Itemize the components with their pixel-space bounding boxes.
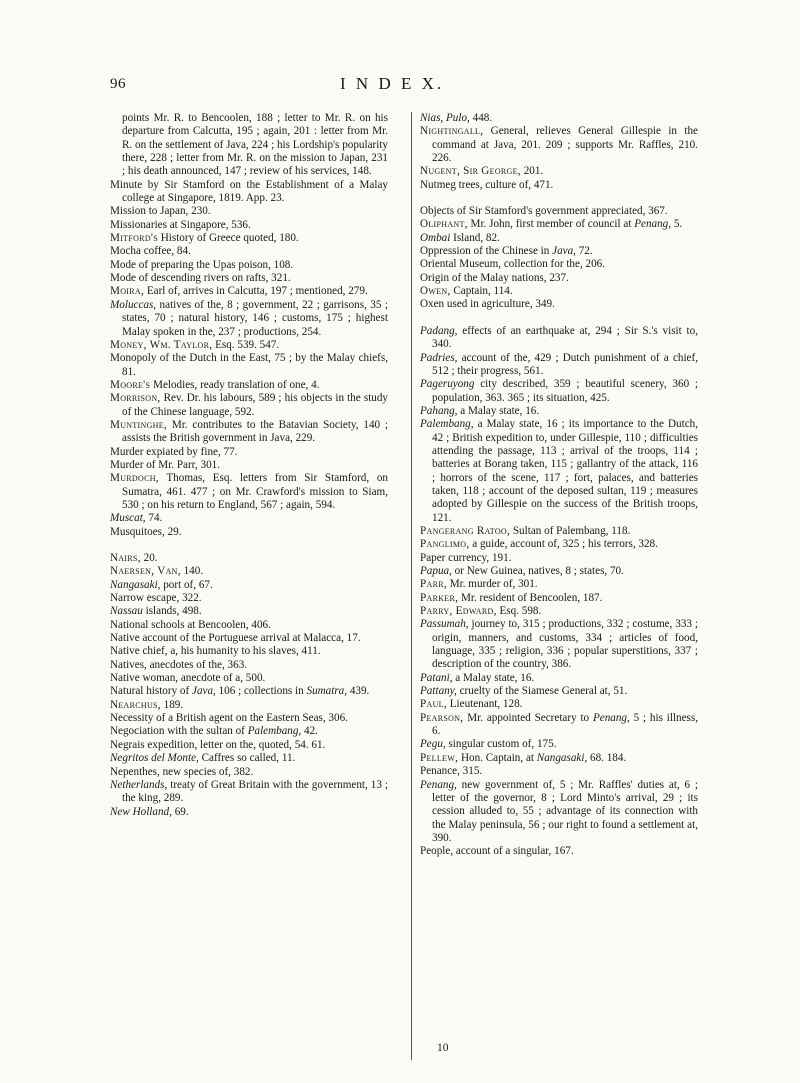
index-entry	[420, 698, 698, 711]
entry-place: Nangasaki,	[110, 578, 161, 591]
entry-place: Patani,	[420, 671, 453, 684]
entry-text: 20.	[140, 552, 158, 564]
index-entry	[420, 405, 698, 418]
entry-name: Moore's	[110, 378, 151, 391]
entry-place: Penang,	[634, 218, 672, 231]
index-entry	[420, 245, 698, 258]
index-entry	[420, 552, 698, 565]
entry-text: Nutmeg trees, culture of, 471.	[420, 178, 554, 191]
index-entry	[110, 379, 388, 392]
entry-text: 5.	[671, 218, 683, 231]
entry-name: Paul,	[420, 698, 447, 711]
entry-text: Native woman, anecdote of a, 500.	[110, 672, 266, 685]
index-entry	[420, 779, 698, 846]
index-entry	[420, 298, 698, 311]
index-entry	[420, 125, 698, 165]
index-entry	[110, 712, 388, 725]
index-entry	[420, 165, 698, 178]
entry-text: Nepenthes, new species of, 382.	[110, 765, 254, 778]
entry-text: Mode of preparing the Upas poison, 108.	[110, 258, 294, 271]
entry-name: Panglimo,	[420, 538, 470, 551]
entry-text: effects of an earthquake at, 294 ; Sir S.'s visit to, 340.	[432, 324, 698, 351]
entry-place: Pahang,	[420, 404, 458, 417]
entry-name: Muntinghe,	[110, 418, 168, 431]
index-entry	[110, 526, 388, 539]
entry-text: 5 ; his illness, 6.	[432, 711, 698, 738]
entry-text: Mocha coffee, 84.	[110, 245, 191, 258]
entry-text: Mode of descending rivers on rafts, 321.	[110, 272, 291, 285]
index-entry	[110, 806, 388, 819]
entry-text: Musquitoes, 29.	[110, 525, 182, 538]
entry-text: 439.	[347, 685, 370, 698]
page-number: 96	[110, 76, 126, 92]
index-entry	[420, 618, 698, 671]
entry-place: Pattany,	[420, 685, 457, 698]
entry-text: Murder of Mr. Parr, 301.	[110, 458, 221, 471]
entry-name: Mitford's	[110, 232, 158, 245]
entry-text: Melodies, ready translation of one, 4.	[150, 378, 320, 391]
index-entry	[110, 739, 388, 752]
index-entry	[110, 299, 388, 339]
entry-place: Java,	[192, 685, 216, 698]
index-entry	[420, 845, 698, 858]
index-entry	[110, 752, 388, 765]
entry-text: Negociation with the sultan of	[110, 725, 248, 738]
index-entry	[110, 232, 388, 245]
entry-text: Oppression of the Chinese in	[420, 245, 553, 258]
entry-text: Island, 82.	[450, 231, 500, 244]
index-entry	[110, 592, 388, 605]
entry-name: Oliphant,	[420, 218, 468, 231]
index-entry	[110, 725, 388, 738]
entry-text: Mr. contributes to the Batavian Society, 140 ; assists the British government in Java, 229.	[122, 418, 388, 445]
index-entry	[420, 218, 698, 231]
entry-name: Parker,	[420, 591, 459, 604]
index-entry	[110, 579, 388, 592]
entry-place: Penang,	[420, 778, 457, 791]
entry-text: Thomas, Esq. letters from Sir Stamford, on Sumatra, 461. 477 ; on Mr. Crawford's mission to Siam, 530 ; on his return to England, 567 ; again, 594.	[122, 472, 388, 511]
entry-place: Nias, Pulo,	[420, 112, 470, 124]
entry-text: Native chief, a, his humanity to his slaves, 411.	[110, 645, 321, 658]
index-entry	[110, 419, 388, 446]
entry-name: Nugent, Sir George,	[420, 165, 521, 178]
entry-text: 201.	[520, 165, 544, 178]
entry-text: points Mr. R. to Bencoolen, 188 ; letter to Mr. R. on his departure from Calcutta, 195 ; again, 201 : letter from Mr. R. on the settlement of Java, 224 ; his Lordship's popularity there, 228 ; letter from Mr. R. on the mission to Japan, 231 ; his death announced, 147 ; review of his services, 148.	[122, 112, 388, 178]
entry-text: Origin of the Malay nations, 237.	[420, 271, 569, 284]
entry-text: 72.	[575, 245, 593, 258]
entry-text: Captain, 114.	[450, 285, 513, 298]
entry-text: a Malay state, 16.	[452, 671, 535, 684]
entry-text: Objects of Sir Stamford's government appreciated, 367.	[420, 205, 668, 218]
signature-mark: 10	[437, 1042, 449, 1054]
entry-text: port of, 67.	[160, 578, 213, 591]
page-header	[110, 76, 710, 98]
entry-name: Pangerang Ratoo,	[420, 524, 511, 537]
entry-text: journey to, 315 ; productions, 332 ; costume, 333 ; origin, manners, and customs, 334 ; articles of food, language, 335 ; religion, 336 ; popular superstitions, 337 ; description of the country, 386.	[432, 618, 698, 671]
entry-text: General, relieves General Gillespie in the command at Java, 201. 209 ; supports Mr. Raffles, 210. 226.	[432, 125, 698, 165]
entry-text: Hon. Captain, at	[458, 751, 537, 764]
index-entry	[110, 259, 388, 272]
entry-text: cruelty of the Siamese General at, 51.	[456, 685, 628, 698]
index-entry	[420, 179, 698, 192]
entry-place: Negritos del Monte,	[110, 752, 199, 765]
entry-text: 189.	[160, 698, 184, 711]
index-entry	[110, 472, 388, 512]
index-entry	[420, 592, 698, 605]
entry-text: Negrais expedition, letter on the, quoted, 54. 61.	[110, 738, 326, 751]
entry-text: History of Greece quoted, 180.	[157, 232, 299, 245]
entry-text: Lieutenant, 128.	[446, 698, 523, 711]
index-entry	[420, 765, 698, 778]
entry-text: Natives, anecdotes of the, 363.	[110, 658, 248, 671]
entry-place: Muscat,	[110, 512, 146, 525]
index-entry	[110, 632, 388, 645]
index-entry	[420, 258, 698, 271]
index-entry	[110, 699, 388, 712]
entry-place: Palembang,	[420, 418, 474, 431]
entry-name: Pellew,	[420, 751, 459, 764]
entry-place: New Holland,	[110, 805, 172, 818]
entry-text: a guide, account of, 325 ; his terrors, 328.	[469, 538, 658, 551]
entry-text: Esq. 598.	[496, 605, 542, 618]
index-entry	[110, 112, 388, 179]
entry-text: singular custom of, 175.	[445, 738, 557, 751]
column-divider	[411, 112, 412, 1060]
entry-text: or New Guinea, natives, 8 ; states, 70.	[451, 565, 624, 577]
index-entry	[110, 672, 388, 685]
entry-text: natives of the, 8 ; government, 22 ; garrisons, 35 ; states, 70 ; natural history, 146 ; customs, 175 ; highest Malay spoken in the, 237 ; productions, 254.	[122, 298, 388, 338]
entry-place: Padang,	[420, 324, 458, 337]
index-entry	[420, 752, 698, 765]
entry-name: Parr,	[420, 578, 447, 591]
entry-text: 448.	[469, 112, 493, 124]
index-entry	[420, 538, 698, 551]
index-entry	[110, 779, 388, 806]
index-entry	[110, 605, 388, 618]
index-entry	[110, 766, 388, 779]
entry-text: Oriental Museum, collection for the, 206.	[420, 258, 606, 271]
entry-name: Nairs,	[110, 552, 141, 564]
entry-text: Sultan of Palembang, 118.	[510, 524, 631, 537]
index-entry	[110, 645, 388, 658]
index-entry	[110, 565, 388, 578]
entry-text: Natural history of	[110, 685, 192, 698]
entry-place: Pageruyong	[420, 378, 475, 391]
entry-text: Oxen used in agriculture, 349.	[420, 298, 555, 311]
entry-text: Narrow escape, 322.	[110, 592, 202, 605]
entry-place: Palembang,	[247, 725, 302, 738]
entry-text: treaty of Great Britain with the government, 13 ; the king, 289.	[122, 778, 388, 805]
entry-place: Sumatra,	[306, 685, 348, 698]
entry-text: islands, 498.	[142, 605, 202, 618]
entry-place: Netherlands,	[110, 778, 168, 791]
index-entry	[420, 605, 698, 618]
index-entry	[420, 578, 698, 591]
entry-text: Earl of, arrives in Calcutta, 197 ; mentioned, 279.	[144, 285, 368, 298]
index-entry	[420, 378, 698, 405]
entry-text: Mr. resident of Bencoolen, 187.	[458, 591, 603, 604]
entry-text: Penance, 315.	[420, 765, 483, 778]
entry-text: Mr. John, first member of council at	[467, 218, 635, 231]
entry-name: Owen,	[420, 285, 451, 298]
entry-name: Morrison,	[110, 392, 161, 405]
index-entry	[420, 352, 698, 379]
entry-name: Moira,	[110, 285, 145, 298]
entry-place: Penang,	[592, 711, 630, 724]
entry-name: Naersen, Van,	[110, 565, 181, 578]
index-entry	[110, 446, 388, 459]
index-entry	[110, 179, 388, 206]
index-entry	[110, 619, 388, 632]
entry-place: Nassau	[110, 605, 143, 618]
index-entry	[110, 459, 388, 472]
entry-name: Pearson,	[420, 711, 464, 724]
entry-name: Nearchus,	[110, 698, 161, 711]
entry-text: a Malay state, 16 ; its importance to the Dutch, 42 ; British expedition to, under Gillespie, 110 ; difficulties attending the passage, 113 ; arrival of the troops, 114 ; batteries at Borang taken, 115 ; gallantry of the attack, 116 ; horrors of the scene, 117 ; fort, palaces, and batteries taken, 118 ; account of the deposed sultan, 119 ; measures adopted by Gillespie on the success of the British troops, 121.	[432, 418, 698, 524]
index-entry	[420, 232, 698, 245]
entry-text: new government of, 5 ; Mr. Raffles' duties at, 6 ; letter of the governor, 8 ; Lord Minto's arrival, 29 ; its cession alluded to, 55 ; advantage of its connection with the Malay peninsula, 56 ; our right to found a settlement at, 390.	[432, 778, 698, 844]
entry-name: Murdoch,	[110, 472, 159, 485]
index-column-right	[420, 112, 698, 859]
running-head: I N D E X.	[340, 74, 445, 93]
index-entry	[420, 738, 698, 751]
entry-name: Money, Wm. Taylor,	[110, 338, 213, 351]
entry-place: Nangasaki,	[536, 751, 588, 764]
entry-text: Native account of the Portuguese arrival at Malacca, 17.	[110, 632, 361, 645]
entry-text: 74.	[145, 512, 163, 525]
index-entry	[420, 418, 698, 525]
index-entry	[110, 339, 388, 352]
entry-text: city described, 359 ; beautiful scenery, 360 ; population, 363. 365 ; its situation, 425.	[432, 378, 698, 404]
index-entry	[110, 392, 388, 419]
entry-name: Nightingall,	[420, 125, 484, 138]
entry-text: Monopoly of the Dutch in the East, 75 ; by the Malay chiefs, 81.	[110, 352, 388, 378]
index-entry	[420, 685, 698, 698]
entry-text: a Malay state, 16.	[457, 404, 540, 417]
entry-text: 68. 184.	[587, 751, 627, 764]
entry-place: Passumah,	[420, 618, 469, 631]
index-entry	[420, 325, 698, 352]
index-entry	[110, 245, 388, 258]
entry-place: Moluccas,	[110, 298, 157, 311]
entry-text: National schools at Bencoolen, 406.	[110, 618, 271, 631]
entry-text: Murder expiated by fine, 77.	[110, 445, 238, 458]
entry-text: Rev. Dr. his labours, 589 ; his objects in the study of the Chinese language, 592.	[122, 392, 388, 418]
entry-place: Java,	[552, 245, 576, 258]
index-entry	[420, 525, 698, 538]
index-entry	[110, 205, 388, 218]
entry-place: Padries,	[420, 351, 458, 364]
entry-text: Mr. murder of, 301.	[446, 578, 538, 591]
entry-text: 42.	[301, 725, 318, 738]
index-entry	[110, 659, 388, 672]
index-entry	[420, 565, 698, 578]
entry-text: 106 ; collections in	[215, 685, 307, 698]
index-entry	[110, 219, 388, 232]
entry-text: Mr. appointed Secretary to	[463, 711, 593, 724]
index-entry	[110, 512, 388, 525]
entry-place: Ombai	[420, 231, 451, 244]
index-entry	[110, 285, 388, 298]
index-entry	[420, 672, 698, 685]
entry-name: Parry, Edward,	[420, 605, 497, 618]
index-entry	[420, 272, 698, 285]
index-entry	[110, 552, 388, 565]
index-entry	[420, 712, 698, 739]
index-entry	[110, 352, 388, 379]
entry-text: Paper currency, 191.	[420, 551, 512, 564]
entry-text: Mission to Japan, 230.	[110, 205, 211, 218]
entry-text: Missionaries at Singapore, 536.	[110, 218, 251, 231]
index-entry	[110, 685, 388, 698]
index-entry	[420, 112, 698, 125]
entry-text: Caffres so called, 11.	[198, 752, 296, 765]
index-column-left	[110, 112, 388, 819]
entry-place: Papua,	[420, 565, 452, 577]
entry-text: People, account of a singular, 167.	[420, 845, 574, 858]
entry-text: Esq. 539. 547.	[212, 338, 280, 351]
entry-text: 69.	[171, 805, 189, 818]
entry-text: Necessity of a British agent on the Eastern Seas, 306.	[110, 712, 348, 725]
index-entry	[110, 272, 388, 285]
entry-text: 140.	[180, 565, 204, 578]
index-entry	[420, 205, 698, 218]
entry-text: Minute by Sir Stamford on the Establishment of a Malay college at Singapore, 1819. App. 23.	[110, 178, 388, 205]
index-entry	[420, 285, 698, 298]
entry-text: account of the, 429 ; Dutch punishment of a chief, 512 ; their progress, 561.	[432, 351, 698, 377]
entry-place: Pegu,	[420, 738, 446, 751]
